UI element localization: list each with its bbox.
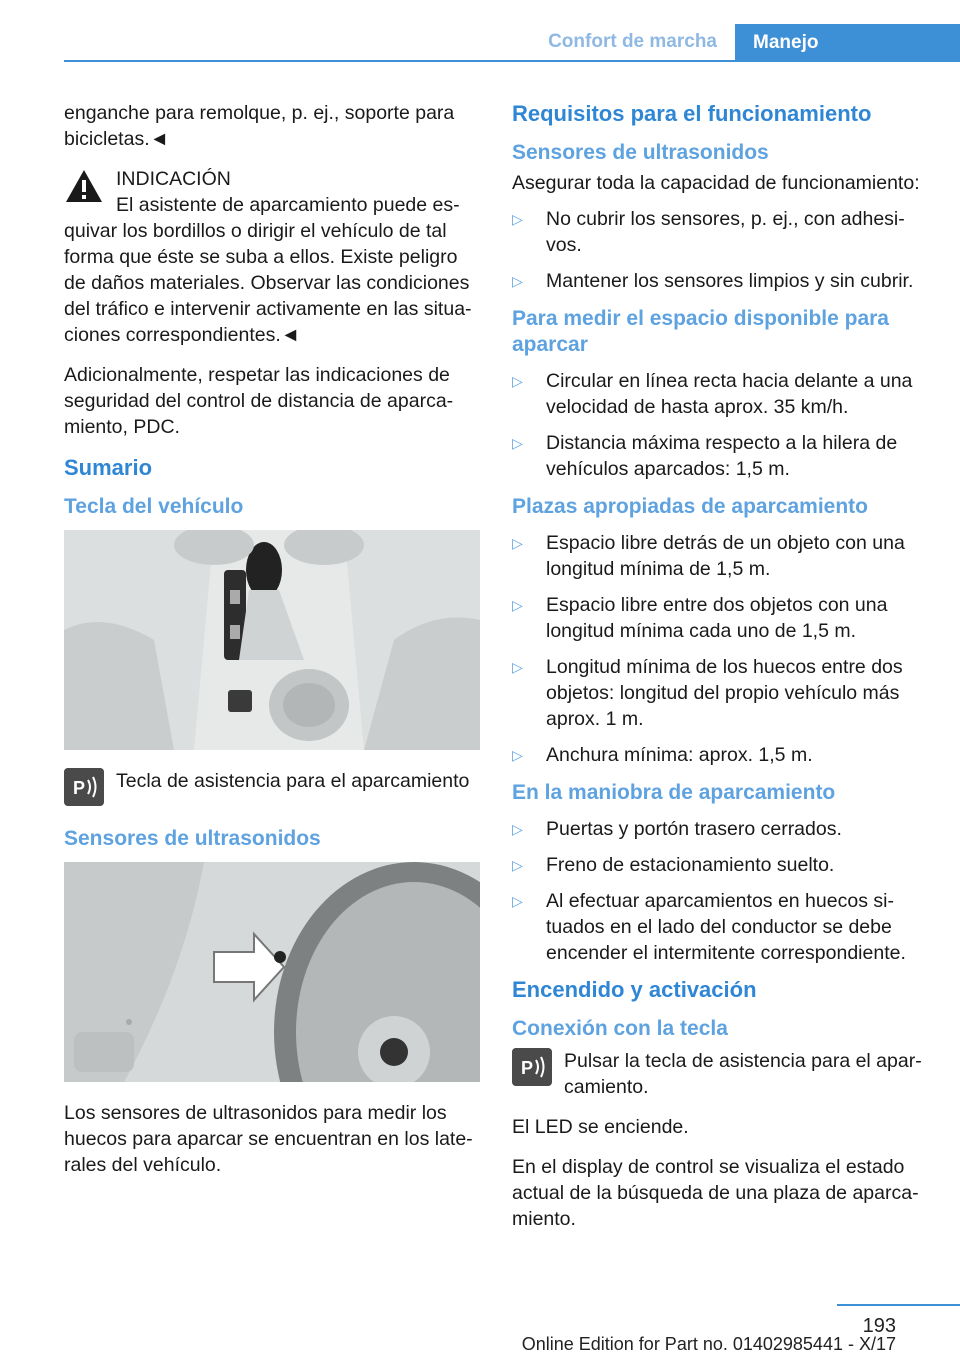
svg-text:P: P — [73, 778, 86, 798]
parking-assist-icon — [512, 1048, 552, 1086]
paragraph-asegurar: Asegurar toda la capacidad de funcionamiento: — [512, 172, 920, 194]
heading-conexion: Conexión con la tecla — [512, 1017, 728, 1040]
triangle-bullet-icon: ▷ — [512, 893, 523, 909]
list-item: ▷ Espacio libre entre dos objetos con una longitud mínima cada uno de 1,5 m. — [512, 594, 888, 642]
triangle-bullet-icon: ▷ — [512, 821, 523, 837]
paragraph-enganche: enganche para remolque, p. ej., soporte para bicicletas.◄ — [64, 102, 455, 150]
triangle-bullet-icon: ▷ — [512, 597, 523, 613]
list-item: ▷ Puertas y portón trasero cerrados. — [512, 818, 842, 840]
console-photo — [64, 530, 480, 750]
triangle-bullet-icon: ▷ — [512, 435, 523, 451]
triangle-bullet-icon: ▷ — [512, 747, 523, 763]
list-medir — [512, 368, 930, 482]
parking-assist-icon — [64, 768, 104, 806]
list-plazas — [512, 530, 930, 768]
list-item: ▷ Mantener los sensores limpios y sin cubrir. — [512, 270, 914, 292]
heading-plazas: Plazas apropiadas de aparcamiento — [512, 495, 868, 518]
heading-sensores-left: Sensores de ultrasonidos — [64, 827, 321, 850]
paragraph-pdc: Adicionalmente, respetar las indicaciones de seguridad del control de distancia de aparca-miento, PDC. — [64, 364, 454, 438]
list-item: ▷ Espacio libre detrás de un objeto con una longitud mínima de 1,5 m. — [512, 532, 905, 580]
page-number: 193 — [862, 1315, 896, 1337]
warning-icon — [64, 168, 104, 204]
list-item: ▷ Circular en línea recta hacia delante a una velocidad de hasta aprox. 35 km/h. — [512, 370, 913, 418]
list-item: ▷ Distancia máxima respecto a la hilera de vehículos aparcados: 1,5 m. — [512, 432, 898, 480]
list-maniobra — [512, 816, 930, 966]
right-column — [512, 100, 930, 1246]
heading-encendido: Encendido y activación — [512, 977, 757, 1002]
list-item: ▷ Al efectuar aparcamientos en huecos si-tuados en el lado del conductor se debe encender el intermitente correspondiente. — [512, 890, 906, 964]
sensor-photo — [64, 862, 480, 1082]
heading-sensores-right: Sensores de ultrasonidos — [512, 141, 769, 164]
key-instruction: Pulsar la tecla de asistencia para el apar-camiento. — [564, 1050, 922, 1098]
list-item: ▷ No cubrir los sensores, p. ej., con adhesi-vos. — [512, 208, 905, 256]
footer-edition: Online Edition for Part no. 01402985441 - X/17 — [521, 1334, 896, 1354]
triangle-bullet-icon: ▷ — [512, 535, 523, 551]
warning-title: INDICACIÓN — [116, 168, 231, 190]
footer-rule — [837, 1304, 960, 1306]
heading-tecla: Tecla del vehículo — [64, 495, 244, 518]
triangle-bullet-icon: ▷ — [512, 857, 523, 873]
warning-block — [64, 166, 482, 348]
heading-sumario: Sumario — [64, 455, 153, 480]
triangle-bullet-icon: ▷ — [512, 659, 523, 675]
paragraph-led: El LED se enciende. — [512, 1116, 689, 1138]
triangle-bullet-icon: ▷ — [512, 373, 523, 389]
header-rule — [64, 60, 960, 62]
warning-text-first-line: El asistente de aparcamiento puede es- — [116, 194, 460, 216]
header-tab-manejo[interactable]: Manejo — [735, 24, 960, 62]
heading-requisitos: Requisitos para el funcionamiento — [512, 101, 872, 126]
key-instruction-row — [512, 1048, 930, 1100]
heading-medir: Para medir el espacio disponible para aparcar — [512, 307, 889, 356]
warning-text: quivar los bordillos o dirigir el vehículo de tal forma que éste se suba a ellos. Existe peligro de daños materiales. Observar las condiciones del tráfico e intervenir activamente en las situa-ciones correspondientes.◄ — [64, 220, 472, 346]
triangle-bullet-icon: ▷ — [512, 273, 523, 289]
triangle-bullet-icon: ▷ — [512, 211, 523, 227]
left-column — [64, 100, 482, 1192]
paragraph-sensores: Los sensores de ultrasonidos para medir los huecos para aparcar se encuentran en los late-rales del vehículo. — [64, 1102, 473, 1176]
list-item: ▷ Freno de estacionamiento suelto. — [512, 854, 835, 876]
heading-maniobra: En la maniobra de aparcamiento — [512, 781, 836, 804]
paragraph-display: En el display de control se visualiza el estado actual de la búsqueda de una plaza de aparca-miento. — [512, 1156, 919, 1230]
key-caption: Tecla de asistencia para el aparcamiento — [116, 770, 470, 792]
key-caption-row — [64, 768, 482, 812]
list-sensores — [512, 206, 930, 294]
list-item: ▷ Anchura mínima: aprox. 1,5 m. — [512, 744, 813, 766]
list-item: ▷ Longitud mínima de los huecos entre dos objetos: longitud del propio vehículo más aprox. 1 m. — [512, 656, 903, 730]
svg-text:P: P — [521, 1058, 534, 1078]
header-tab-confort[interactable]: Confort de marcha — [548, 31, 717, 52]
